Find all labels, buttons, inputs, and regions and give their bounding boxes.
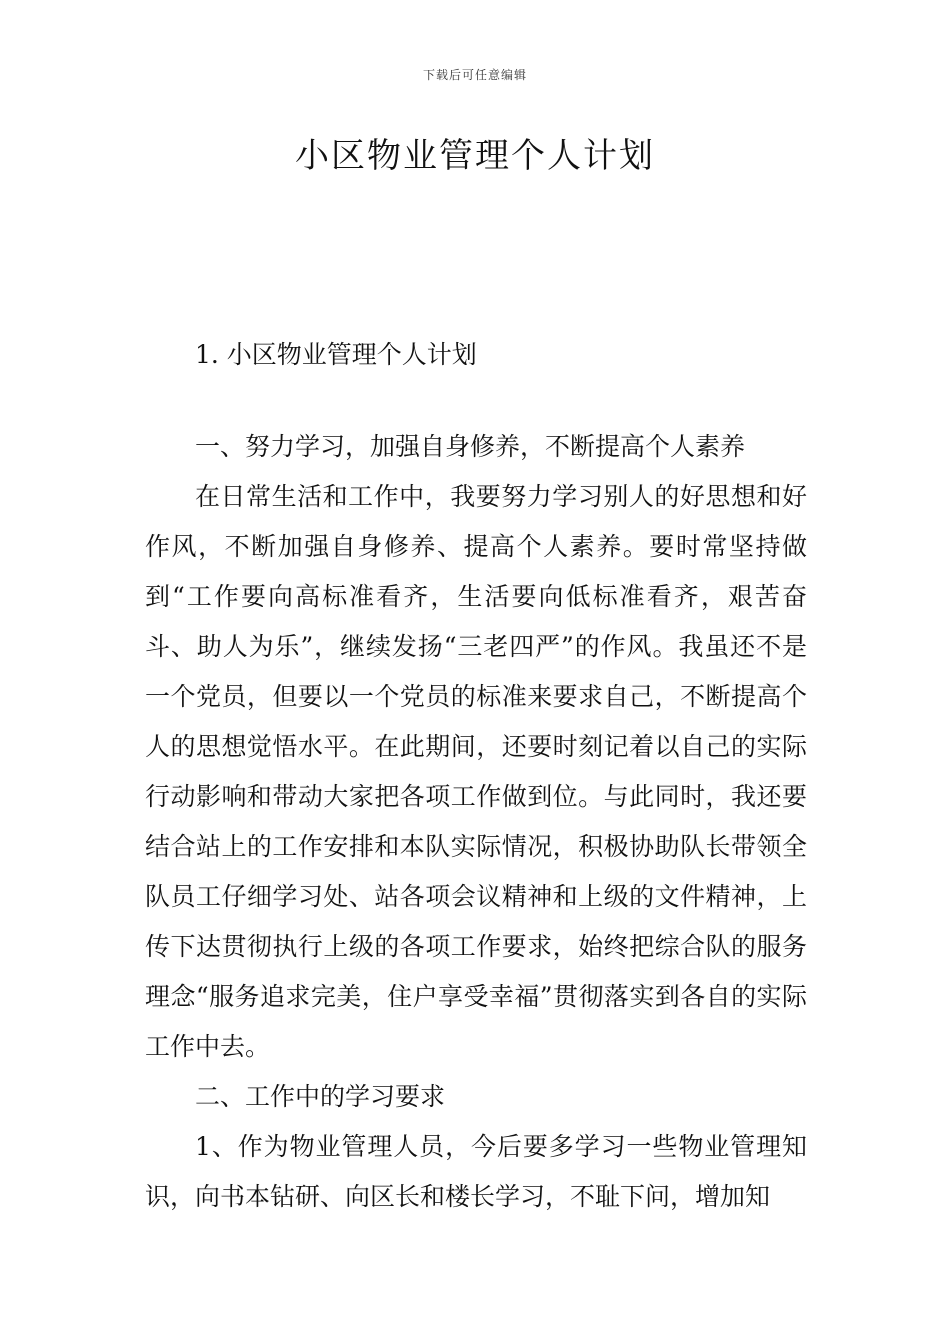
- body-paragraph-1: 在日常生活和工作中，我要努力学习别人的好思想和好作风，不断加强自身修养、提高个人素养。要时常坚持做到“工作要向高标准看齐，生活要向低标准看齐，艰苦奋斗、助人为乐”，继续发扬“三老四严”的作风。我虽还不是一个党员，但要以一个党员的标准来要求自己，不断提高个人的思想觉悟水平。在此期间，还要时刻记着以自己的实际行动影响和带动大家把各项工作做到位。与此同时，我还要结合站上的工作安排和本队实际情况，积极协助队长带领全队员工仔细学习处、站各项会议精神和上级的文件精神，上传下达贯彻执行上级的各项工作要求，始终把综合队的服务理念“服务追求完美，住户享受幸福”贯彻落实到各自的实际工作中去。: [145, 482, 807, 1061]
- document-body: [145, 330, 807, 1222]
- document-title: 小区物业管理个人计划: [295, 136, 655, 176]
- header-note: 下载后可任意编辑: [422, 68, 527, 82]
- section-subtitle: 1. 小区物业管理个人计划: [195, 340, 477, 369]
- section-heading-2: 二、工作中的学习要求: [195, 1082, 446, 1111]
- section-heading-1: 一、努力学习，加强自身修养，不断提高个人素养: [195, 432, 746, 461]
- body-paragraph-2: 1、作为物业管理人员，今后要多学习一些物业管理知识，向书本钻研、向区长和楼长学习，不耻下问，增加知: [145, 1132, 807, 1211]
